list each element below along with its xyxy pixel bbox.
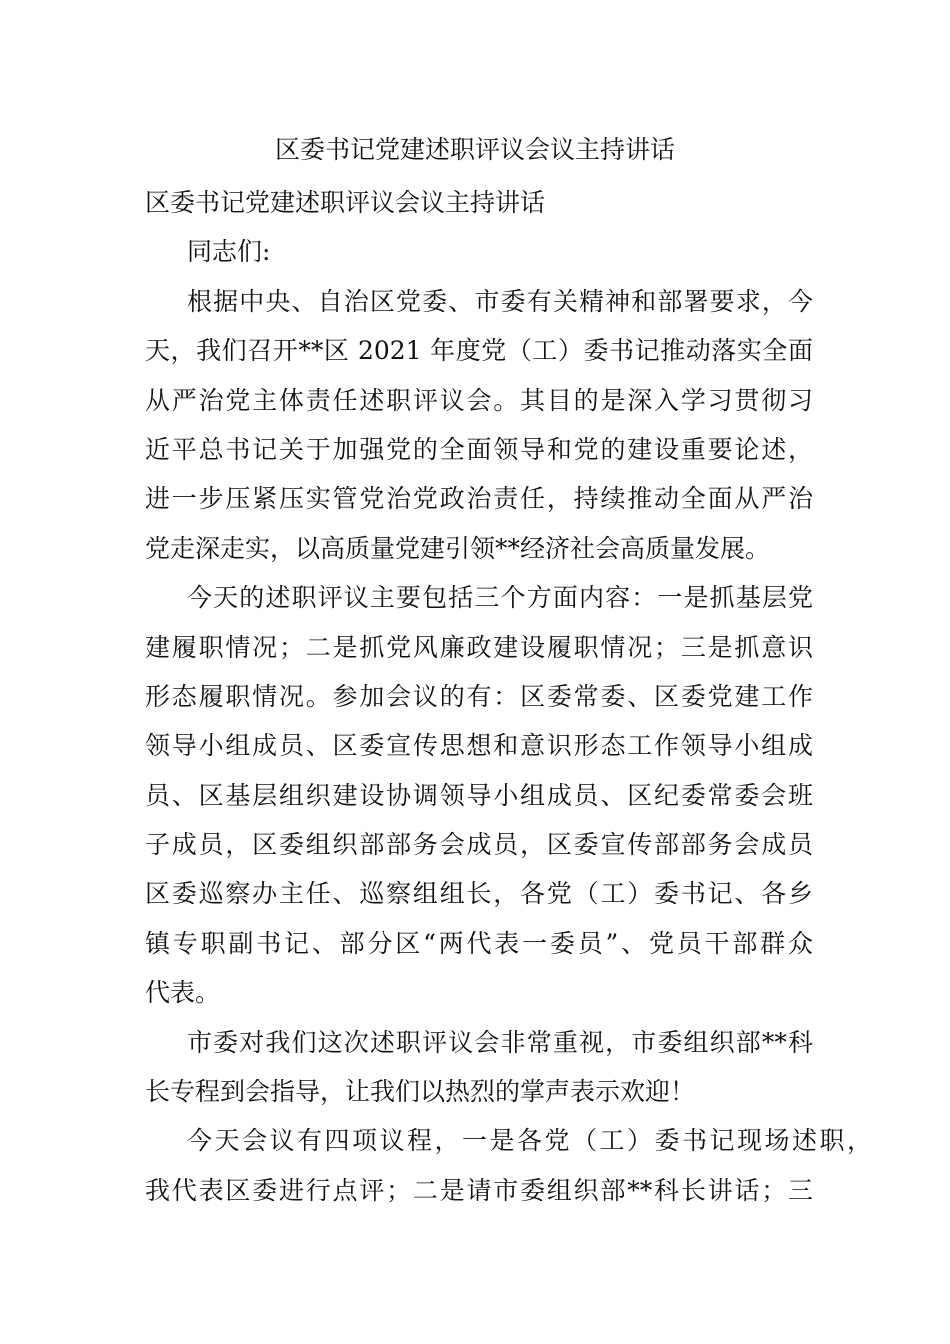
paragraph-1-line-5: 进一步压紧压实管党治党政治责任，持续推动全面从严治 (145, 484, 813, 514)
paragraph-2-line-5: 员、区基层组织建设协调领导小组成员、区纪委常委会班 (145, 780, 813, 810)
paragraph-2-line-2: 建履职情况；二是抓党风廉政建设履职情况；三是抓意识 (145, 632, 813, 662)
salutation-line: 同志们: (187, 237, 271, 267)
paragraph-2-line-7: 区委巡察办主任、巡察组组长，各党（工）委书记、各乡 (145, 879, 813, 909)
paragraph-2-line-1: 今天的述职评议主要包括三个方面内容：一是抓基层党 (187, 583, 813, 613)
paragraph-2-line-9: 代表。 (145, 978, 221, 1008)
paragraph-2-line-4: 领导小组成员、区委宣传思想和意识形态工作领导小组成 (145, 731, 813, 761)
document-body (145, 178, 872, 1215)
paragraph-3-line-2: 长专程到会指导，让我们以热烈的掌声表示欢迎！ (145, 1077, 696, 1107)
paragraph-4-line-2: 我代表区委进行点评；二是请市委组织部**科长讲话；三 (145, 1175, 813, 1205)
paragraph-1-line-6: 党走深走实，以高质量党建引领**经济社会高质量发展。 (145, 533, 771, 563)
paragraph-1-line-2: 天，我们召开**区 2021 年度党（工）委书记推动落实全面 (145, 336, 813, 366)
paragraph-1-line-1: 根据中央、自治区党委、市委有关精神和部署要求，今 (187, 286, 813, 316)
paragraph-1-line-4: 近平总书记关于加强党的全面领导和党的建设重要论述， (145, 434, 813, 464)
paragraph-4-line-1: 今天会议有四项议程，一是各党（工）委书记现场述职， (187, 1126, 872, 1156)
subtitle-line: 区委书记党建述职评议会议主持讲话 (145, 188, 546, 217)
paragraph-1-line-3: 从严治党主体责任述职评议会。其目的是深入学习贯彻习 (145, 385, 813, 415)
paragraph-2-line-3: 形态履职情况。参加会议的有：区委常委、区委党建工作 (145, 681, 813, 711)
paragraph-2-line-6: 子成员，区委组织部部务会成员，区委宣传部部务会成员 (145, 830, 813, 860)
document-title: 区委书记党建述职评议会议主持讲话 (274, 135, 675, 164)
paragraph-2-line-8: 镇专职副书记、部分区“两代表一委员”、党员干部群众 (145, 928, 813, 958)
paragraph-3-line-1: 市委对我们这次述职评议会非常重视，市委组织部**科 (187, 1027, 813, 1057)
